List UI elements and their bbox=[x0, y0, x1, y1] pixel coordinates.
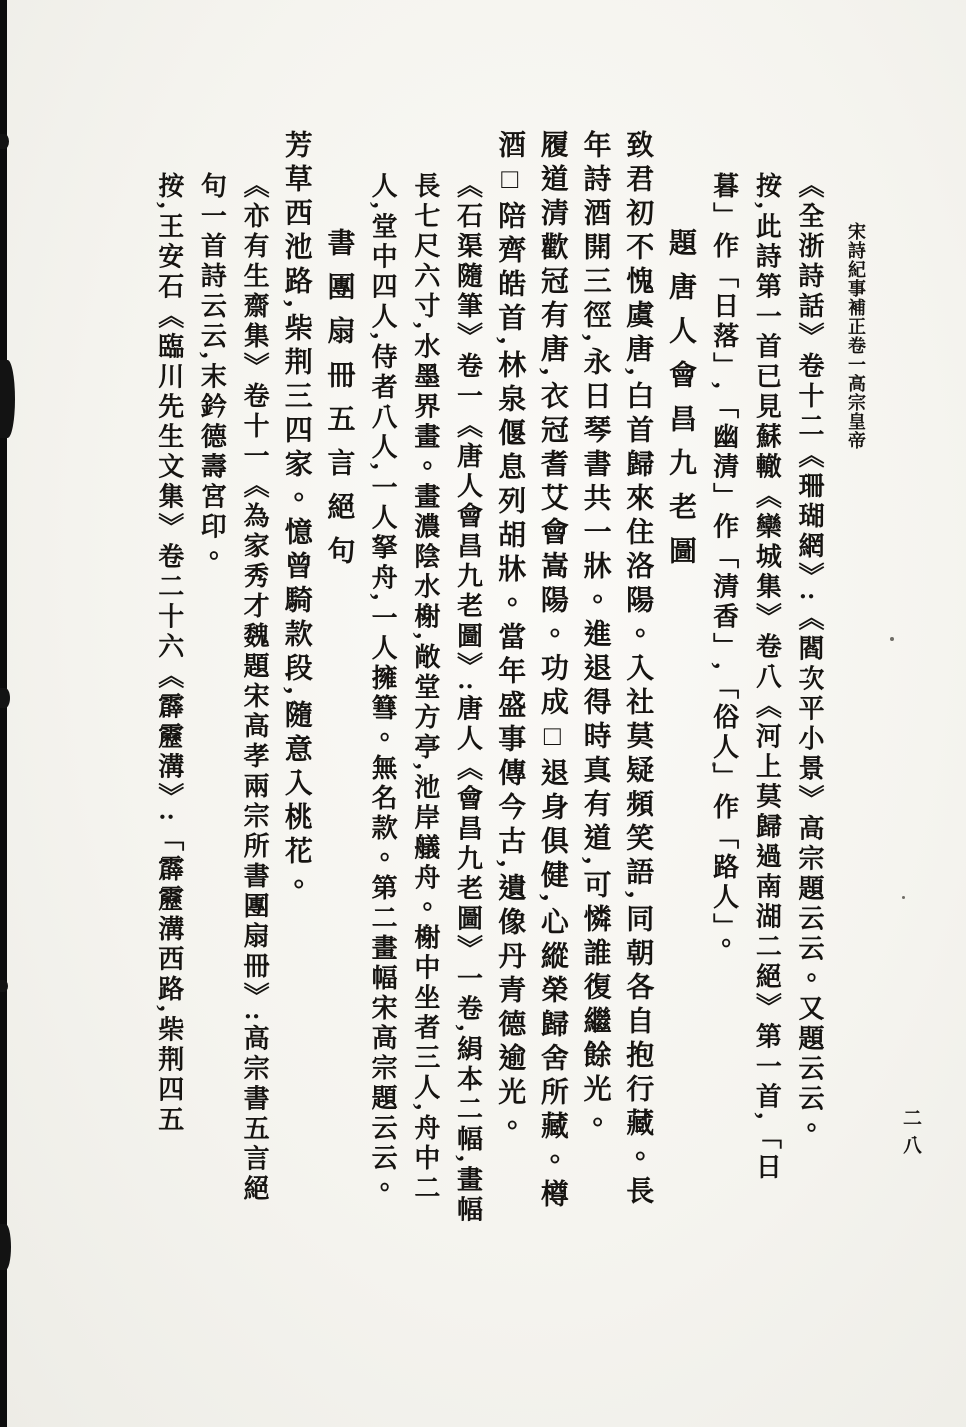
text-column: 按,王安石《臨川先生文集》卷二十六《霹靂溝》:「霹靂溝西路,柴荆四五 bbox=[154, 172, 184, 1136]
text-column: 《石渠隨筆》卷一《唐人會昌九老圖》:唐人《會昌九老圖》一卷,絹本二幅,畫幅 bbox=[453, 172, 483, 1226]
scan-blob-artifact bbox=[0, 688, 10, 708]
text-column: 履道清歡冠有唐,衣冠耆艾會嵩陽。功成□退身俱健,心縱榮歸舍所藏。樽 bbox=[536, 130, 568, 1213]
scan-blob-artifact bbox=[0, 134, 9, 149]
text-column: 題唐人會昌九老圖 bbox=[664, 228, 696, 580]
scan-blob-artifact bbox=[0, 1224, 11, 1270]
text-column: 《亦有生齋集》卷十一《為家秀才魏題宋高孝兩宗所書團扇冊》:高宗書五言絕 bbox=[240, 172, 270, 1205]
running-header bbox=[843, 222, 869, 450]
text-column: 芳草西池路,柴荆三四家。憶曾騎款段,隨意入桃花。 bbox=[280, 130, 312, 904]
text-column: 長七尺六寸,水墨界畫。畫濃陰水榭,敞堂方亭,池岸艤舟。榭中坐者三人,舟中二 bbox=[410, 172, 440, 1204]
text-column: 致君初不愧虞唐,白首歸來住洛陽。入社莫疑頻笑語,同朝各自抱行藏。長 bbox=[622, 130, 654, 1210]
text-column: 句一首詩云云,末鈐德壽宮印。 bbox=[197, 172, 227, 573]
section-author-title: 高宗皇帝 bbox=[846, 374, 866, 450]
text-column: 年詩酒開三徑,永日琴書共一牀。進退得時真有道,可憐誰復繼餘光。 bbox=[579, 130, 611, 1142]
scan-speck-artifact bbox=[890, 637, 894, 641]
scan-edge-artifact bbox=[0, 0, 7, 1427]
scan-blob-artifact bbox=[0, 360, 15, 438]
text-column: 書團扇冊五言絕句 bbox=[323, 228, 355, 580]
scan-speck-artifact bbox=[902, 896, 905, 899]
text-column: 按,此詩第一首已見蘇轍《欒城集》卷八《河上莫歸過南湖二絕》第一首,「日 bbox=[752, 172, 782, 1183]
page-number: 二八 bbox=[900, 1108, 921, 1162]
book-volume-title: 宋詩紀事補正卷一 bbox=[846, 222, 866, 374]
text-column: 暮」作「日落」,「幽清」作「清香」,「俗人」作「路人」。 bbox=[709, 172, 739, 960]
scan-blob-artifact bbox=[0, 980, 8, 992]
text-block bbox=[144, 126, 828, 1356]
text-column: 《全浙詩話》卷十二《珊瑚網》:《閻次平小景》高宗題云云。又題云云。 bbox=[795, 172, 824, 1145]
text-column: 酒□陪齊皓首,林泉偃息列胡牀。當年盛事傳今古,遺像丹青德逾光。 bbox=[494, 130, 526, 1145]
text-column: 人,堂中四人,侍者八人,一人拏舟,一人擁篲。無名款。第二畫幅宋高宗題云云。 bbox=[368, 172, 398, 1204]
